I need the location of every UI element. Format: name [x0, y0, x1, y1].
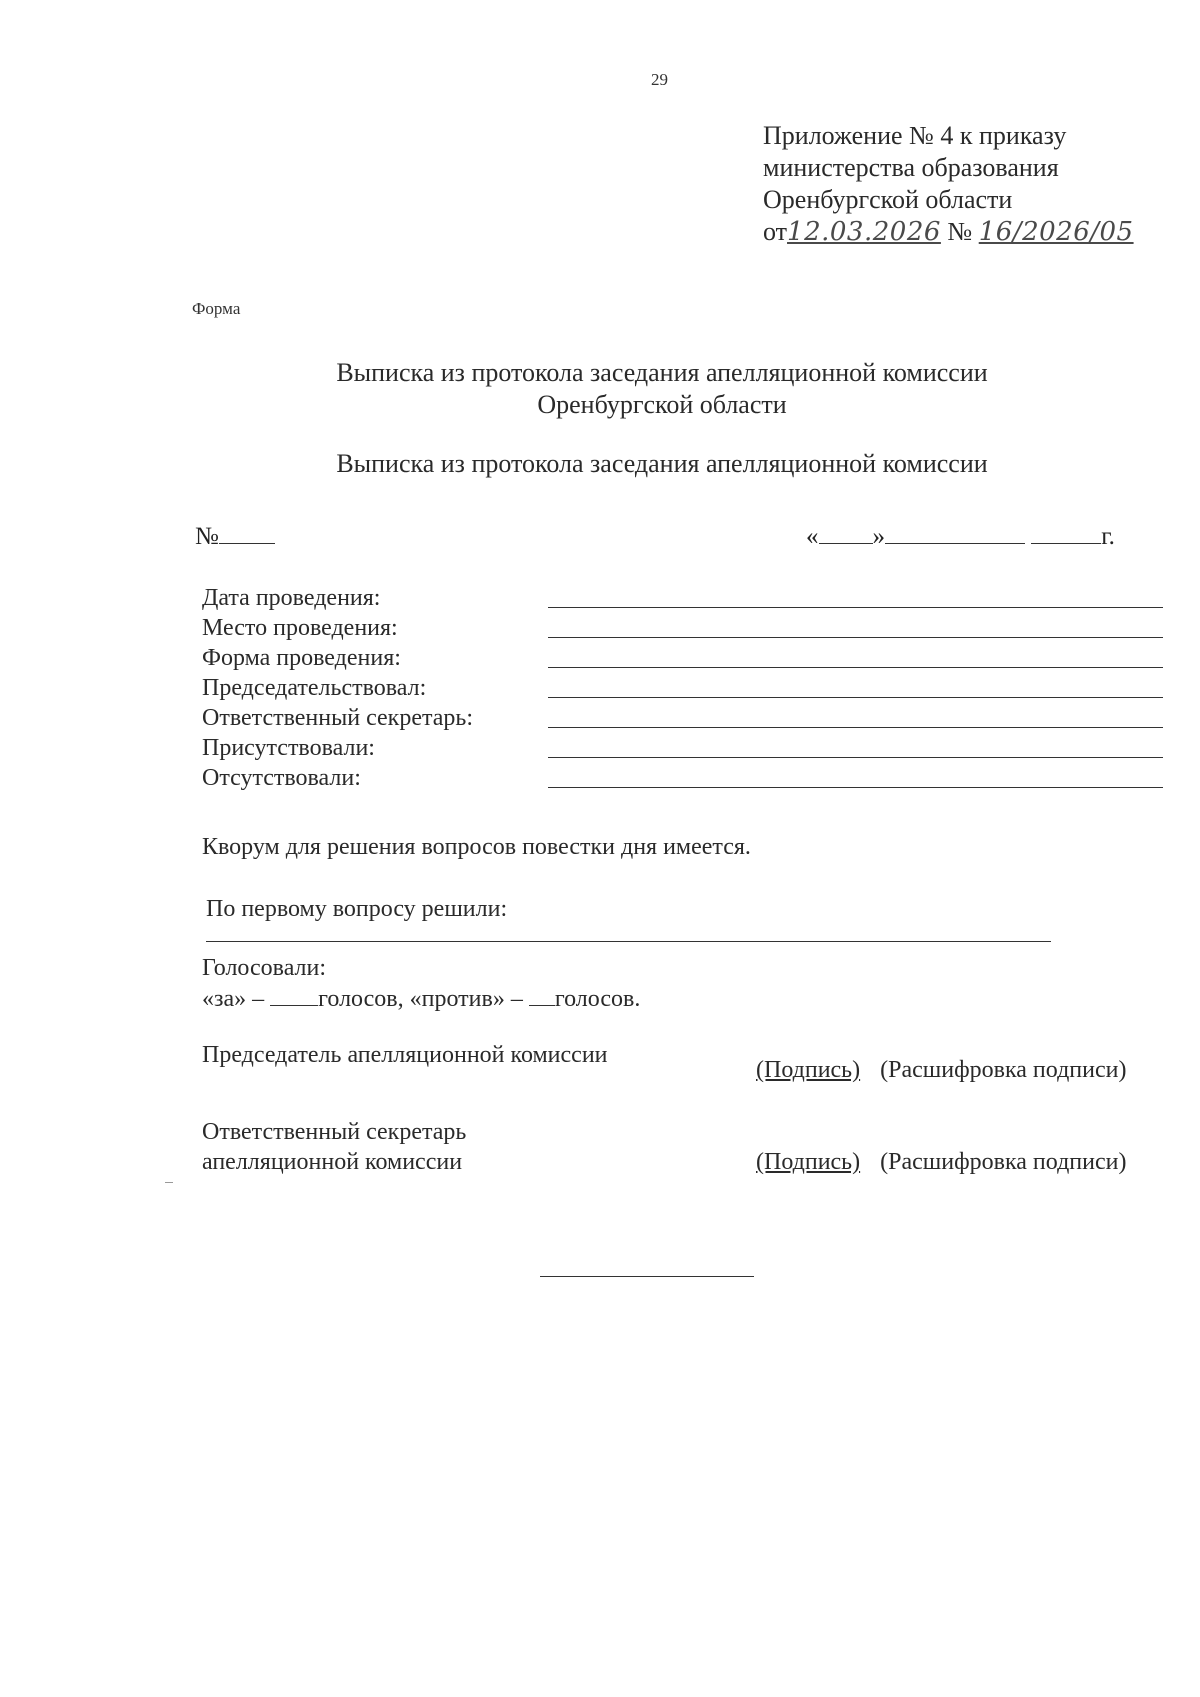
field-line-date [548, 607, 1163, 608]
order-number-handwritten: 16/2026/05 [978, 217, 1134, 247]
title-line-1: Выписка из протокола заседания апелляционной комиссии [336, 358, 988, 387]
appendix-line-1: Приложение № 4 к приказу [763, 121, 1067, 150]
secretary-signature: (Подпись) [756, 1149, 861, 1175]
end-of-document-line [540, 1276, 754, 1277]
field-label-place: Место проведения: [202, 615, 398, 641]
title-line-2: Оренбургской области [537, 390, 787, 419]
number-blank [219, 521, 275, 544]
form-label: Форма [192, 299, 241, 318]
field-line-chairman [548, 697, 1163, 698]
field-line-place [548, 637, 1163, 638]
voting-label: Голосовали: [202, 955, 327, 981]
field-line-format [548, 667, 1163, 668]
open-quote: « [806, 523, 819, 550]
field-line-secretary [548, 727, 1163, 728]
protocol-date [806, 521, 1115, 551]
protocol-number [195, 521, 275, 551]
order-number-sign: № [947, 217, 973, 246]
votes-against-text: голосов, «против» – [318, 986, 523, 1012]
appendix-order-line [763, 216, 1134, 248]
votes-for-prefix: «за» – [202, 986, 265, 1012]
field-label-format: Форма проведения: [202, 645, 401, 671]
number-sign: № [195, 523, 219, 550]
field-line-absent [548, 787, 1163, 788]
field-line-present [548, 757, 1163, 758]
secretary-title-line-2: апелляционной комиссии [202, 1149, 463, 1175]
appendix-line-2: министерства образования [763, 153, 1059, 182]
year-suffix: г. [1101, 523, 1115, 550]
margin-mark [165, 1182, 173, 1183]
document-title [0, 357, 1200, 421]
chairman-signature: (Подпись) [756, 1057, 861, 1083]
field-label-present: Присутствовали: [202, 735, 375, 761]
from-prefix: от [763, 217, 788, 246]
page-number: 29 [651, 70, 668, 89]
decision-line [206, 941, 1051, 942]
votes-suffix: голосов. [554, 986, 641, 1012]
field-label-date: Дата проведения: [202, 585, 381, 611]
field-label-secretary: Ответственный секретарь: [202, 705, 474, 731]
field-label-chairman: Председательствовал: [202, 675, 427, 701]
chairman-signature-decoding: (Расшифровка подписи) [880, 1057, 1127, 1083]
chairman-title: Председатель апелляционной комиссии [202, 1042, 608, 1068]
day-blank [819, 521, 873, 544]
secretary-signature-decoding: (Расшифровка подписи) [880, 1149, 1127, 1175]
appendix-header [763, 120, 1134, 248]
document-subtitle: Выписка из протокола заседания апелляционной комиссии [336, 449, 988, 478]
quorum-text: Кворум для решения вопросов повестки дня имеется. [202, 834, 751, 860]
month-blank [885, 521, 1025, 544]
secretary-signature-block [756, 1147, 1126, 1177]
first-question-text: По первому вопросу решили: [206, 896, 508, 922]
field-label-absent: Отсутствовали: [202, 765, 361, 791]
year-blank [1031, 521, 1101, 544]
votes-against-blank [529, 983, 555, 1006]
secretary-title-line-1: Ответственный секретарь [202, 1119, 467, 1145]
appendix-line-3: Оренбургской области [763, 185, 1013, 214]
votes-for-blank [270, 983, 318, 1006]
chairman-signature-block [756, 1055, 1126, 1085]
voting-line [202, 983, 640, 1014]
order-date-handwritten: 12.03.2026 [787, 217, 941, 247]
close-quote: » [872, 523, 885, 550]
